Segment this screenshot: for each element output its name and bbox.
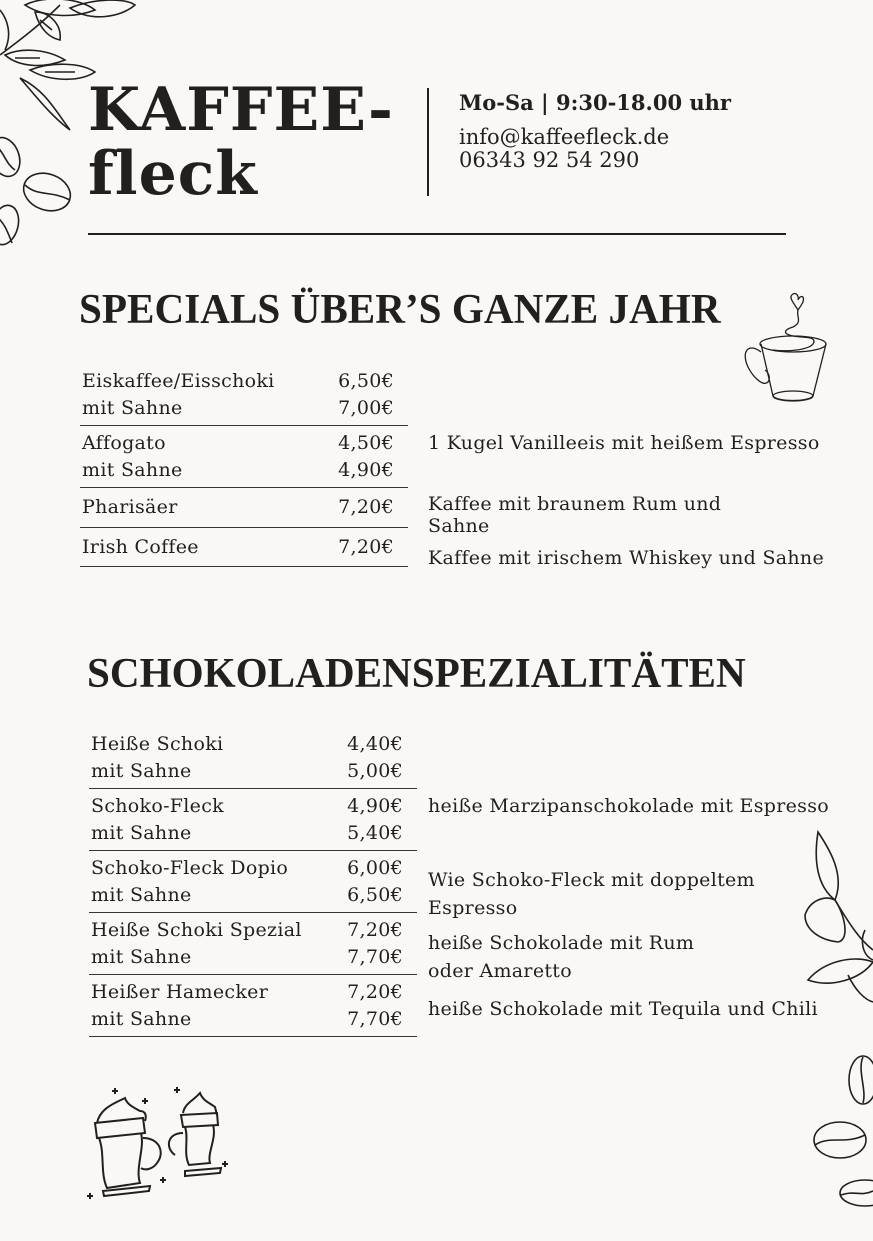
email-link[interactable]: info@kaffeefleck.de — [459, 125, 670, 149]
item-sub: mit Sahne — [82, 396, 183, 419]
coffee-branch-right-icon — [800, 830, 873, 1010]
item-name: Schoko-Fleck — [91, 795, 224, 817]
item-sub-price: 7,70€ — [347, 945, 403, 968]
brand-line2: fleck — [88, 139, 258, 209]
item-price: 4,40€ — [347, 733, 403, 755]
hot-chocolate-mugs-icon — [85, 1083, 235, 1203]
item-description: Kaffee mit irischem Whiskey und Sahne — [428, 547, 825, 569]
brand-logo — [88, 75, 394, 209]
item-price: 7,20€ — [338, 496, 394, 518]
item-name: Schoko-Fleck Dopio — [91, 857, 289, 879]
desc-line: oder Amaretto — [428, 960, 572, 982]
brand-line1: KAFFEE- — [88, 75, 394, 145]
menu-row — [89, 789, 417, 851]
item-sub: mit Sahne — [91, 759, 192, 782]
phone-number[interactable]: 06343 92 54 290 — [459, 148, 640, 172]
desc-line: Espresso — [428, 897, 518, 919]
item-price: 4,50€ — [338, 432, 394, 454]
item-name: Heißer Hamecker — [91, 981, 269, 1003]
item-description: 1 Kugel Vanilleeis mit heißem Espresso — [428, 432, 820, 454]
menu-row — [89, 727, 417, 789]
item-sub: mit Sahne — [91, 883, 192, 906]
item-name: Irish Coffee — [82, 535, 199, 558]
coffee-beans-left-icon — [0, 135, 80, 250]
chocolate-table — [89, 727, 417, 1037]
desc-line: Wie Schoko-Fleck mit doppeltem — [428, 869, 755, 891]
contact-info — [459, 126, 669, 172]
coffee-beans-right-icon — [805, 1045, 873, 1215]
menu-row — [89, 851, 417, 913]
item-sub-price: 4,90€ — [338, 458, 394, 481]
item-description: heiße Marzipanschokolade mit Espresso — [428, 795, 829, 817]
item-sub: mit Sahne — [82, 458, 183, 481]
desc-line: heiße Schokolade mit Rum — [428, 932, 695, 954]
coffee-cup-heart-icon — [743, 292, 833, 407]
item-sub: mit Sahne — [91, 1007, 192, 1030]
item-description — [428, 493, 721, 537]
opening-hours: Mo-Sa | 9:30-18.00 uhr — [459, 90, 731, 115]
header-divider-horizontal — [88, 233, 786, 235]
item-sub-price: 6,50€ — [347, 883, 403, 906]
item-price: 6,50€ — [338, 370, 394, 392]
item-price: 6,00€ — [347, 857, 403, 879]
item-name: Eiskaffee/Eisschoki — [82, 370, 275, 392]
desc-line: Kaffee mit braunem Rum und — [428, 493, 722, 515]
desc-line: Sahne — [428, 515, 490, 537]
item-price: 7,20€ — [347, 919, 403, 941]
item-price: 4,90€ — [347, 795, 403, 817]
item-sub: mit Sahne — [91, 821, 192, 844]
item-sub-price: 5,40€ — [347, 821, 403, 844]
item-name: Pharisäer — [82, 496, 178, 518]
menu-row — [89, 975, 417, 1037]
item-description: heiße Schokolade mit Tequila und Chili — [428, 998, 818, 1020]
menu-row — [80, 364, 408, 426]
menu-row — [80, 488, 408, 528]
item-sub: mit Sahne — [91, 945, 192, 968]
item-price: 7,20€ — [347, 981, 403, 1003]
item-description — [428, 929, 694, 985]
specials-table — [80, 364, 408, 567]
item-sub-price: 5,00€ — [347, 759, 403, 782]
item-name: Heiße Schoki — [91, 733, 224, 755]
menu-row — [89, 913, 417, 975]
item-price: 7,20€ — [338, 535, 394, 558]
item-name: Heiße Schoki Spezial — [91, 919, 302, 941]
menu-row — [80, 528, 408, 568]
item-name: Affogato — [82, 432, 166, 454]
item-sub-price: 7,00€ — [338, 396, 394, 419]
item-description — [428, 866, 755, 922]
specials-title: SPECIALS ÜBER’S GANZE JAHR — [79, 287, 721, 333]
item-sub-price: 7,70€ — [347, 1007, 403, 1030]
chocolate-title: SCHOKOLADENSPEZIALITÄTEN — [87, 651, 746, 697]
menu-row — [80, 426, 408, 488]
header-divider-vertical — [427, 88, 429, 196]
